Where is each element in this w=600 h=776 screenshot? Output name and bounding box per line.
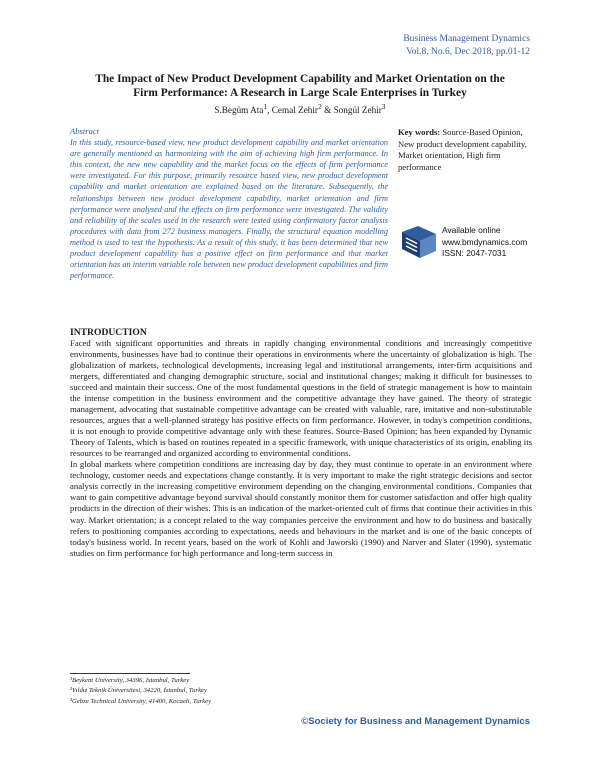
abstract-heading: Abstract <box>70 126 100 136</box>
author-3-affil: 3 <box>381 102 386 111</box>
footnote-divider <box>70 673 190 674</box>
journal-name: Business Management Dynamics <box>403 34 530 44</box>
author-1-affil: 1 <box>263 102 268 111</box>
introduction-body <box>70 338 532 559</box>
author-1: S.Begüm Ata <box>214 105 264 116</box>
website-link[interactable]: www.bmdynamics.com <box>442 236 528 247</box>
footnote-1: ¹Beykent University, 34396, Istanbul, Turkey <box>70 677 190 684</box>
journal-issue: Vol.8, No.6, Dec 2018, pp.01-12 <box>406 47 530 57</box>
introduction-heading: INTRODUCTION <box>70 327 147 338</box>
abstract <box>70 126 388 281</box>
availability-text <box>442 225 527 260</box>
footnotes <box>70 676 370 707</box>
paper-title <box>60 73 540 100</box>
copyright-notice: ©Society for Business and Management Dynamics <box>301 716 530 727</box>
abstract-text: In this study, resource-based view, new product development capability and market orientation are generally mentioned as harmonizing with the aim of achieving high firm performance. In this context, the new new capability and the market focus on the effects of firm performance were investigated. For this purpose, primarily resource based view, new product development capability and market orientation are explained based on the literature. Subsequently, the relationships between new product development capability, market orientation and firm performance were analysed and the effects on firm performance were investigated. The validity and reliability of the scales used in the research were tested using confirmatory factor analysis procedures with data from 272 business managers. Finally, the structural equation modelling method is used to test the hypothesis. As a result of this study, it has been determined that new product development capability has a positive effect on firm performance and that market orientation has an interim variable role between new product development capabilities and firm performance. <box>70 138 388 281</box>
author-2-affil: 2 <box>317 102 322 111</box>
author-separator: & <box>321 105 334 116</box>
author-3: Songül Zehir <box>333 105 382 116</box>
footnote-3: ³Gebze Technical University, 41400, Kocaeli, Turkey <box>70 697 212 705</box>
author-2: Cemal Zehir <box>271 105 318 116</box>
available-online-label: Available online <box>442 225 501 235</box>
footnote-2: ²Yıldız Teknik Üniversitesi, 34220, İstanbul, Turkey <box>70 687 207 695</box>
keywords <box>398 127 536 173</box>
availability-block <box>398 222 538 262</box>
keywords-text: Source-Based Opinion, New product development capability, Market orientation, High firm performance <box>398 127 527 172</box>
body-paragraph: Faced with significant opportunities and threats in rapidly changing environmental conditions and increasingly competitive environments, businesses have had to continue their operations in environments where the uncertainty of globalization is high. The globalization of markets, technological developments, increasing legal and institutional arrangements, inter-firm acquisitions and mergers, differentiated and changing demographic structure, social and institutional changes; making it difficult for businesses to succeed and maintain their success. One of the most fundamental questions in the field of strategic management is how to maintain the intense competition in the business environment and the competitive advantage they have gained. The theory of strategic management, advocating that sustainable competitive advantage can be created with valuable, rare, imitative and non-substitutable resources, argues that a well-planned strategy has positive effects on firm performance. However, in today's competition conditions, it is not enough to provide competitive advantage only with these features. Source-Based Opinion; has been expanded by Dynamic Theory of Talents, which is based on routines repeated in a specific framework, with unique characteristics of its origin, enabling its resources to be rearranged and organized according to environmental conditions. <box>70 338 532 459</box>
keywords-label: Key words: <box>398 127 441 137</box>
title-line-1: The Impact of New Product Development Capability and Market Orientation on the <box>95 73 505 85</box>
title-line-2: Firm Performance: A Research in Large Scale Enterprises in Turkey <box>133 86 467 99</box>
issn-label: ISSN: 2047-7031 <box>442 248 507 259</box>
body-paragraph: In global markets where competition conditions are increasing day by day, they must continue to operate in an environment where technology, customer needs and expectations change constantly. It is very important to make the right strategic decisions and sector analysis correctly in the increasing competitive environment depending on the changing environmental conditions. Companies that want to gain competitive advantage beyond survival should constantly monitor them for customer satisfaction and offer high quality products in the direction of their wishes. This is an indication of the market-oriented cult of firms that continue their activities in this way. Market orientation; is a concept related to the way companies perceive the environment and how to do business and basically refers to positioning companies according to expectations, needs and behaviours in the market and is one of the basic concepts of today's business world. In recent years, based on the work of Kohli and Jaworski (1990) and Narver and Slater (1990), systematic studies on firm performance for high performance and long-term success in <box>70 459 532 558</box>
author-list <box>60 101 540 116</box>
author-separator: , <box>267 105 272 116</box>
journal-logo-icon <box>400 224 438 260</box>
journal-header <box>403 33 530 59</box>
